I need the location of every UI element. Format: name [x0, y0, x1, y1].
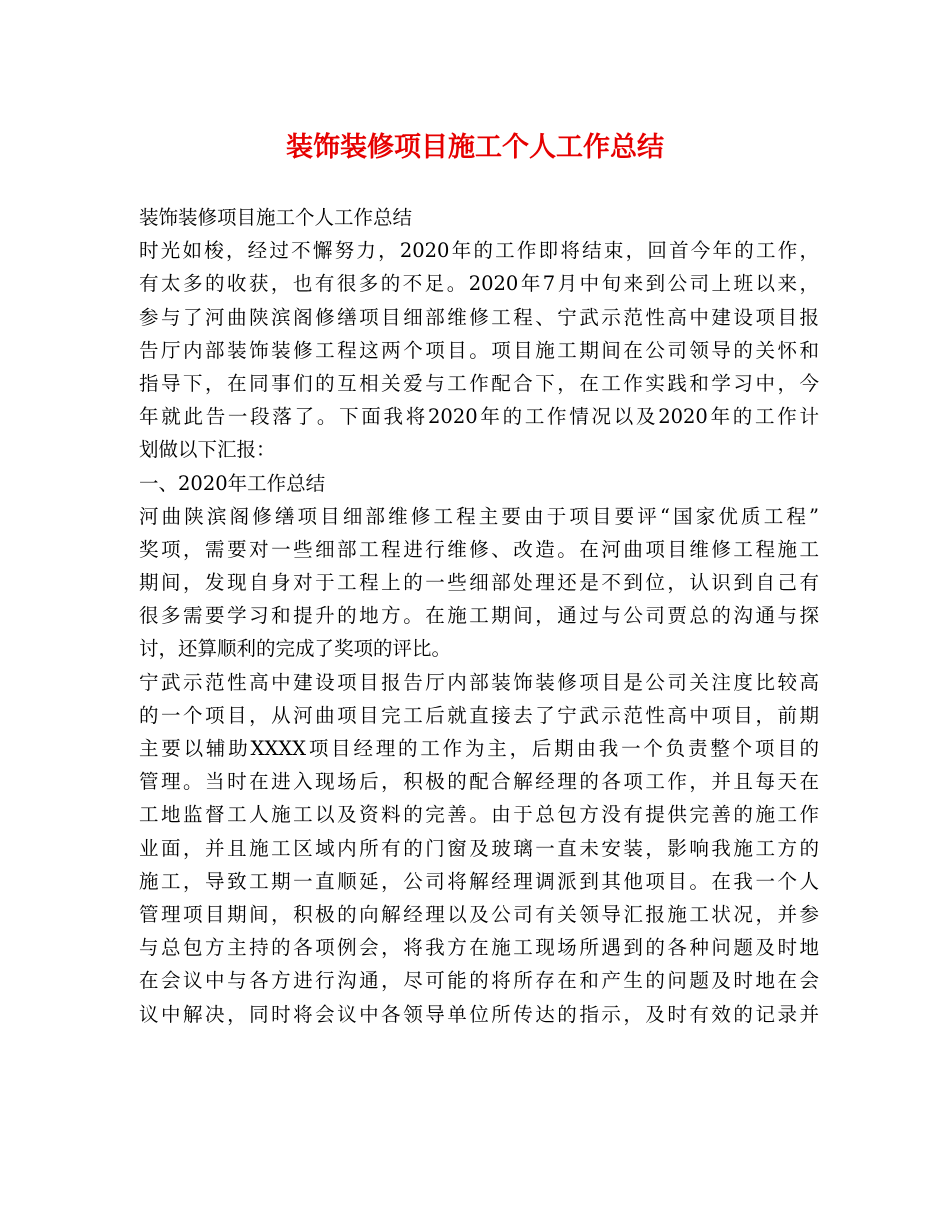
text-line: 工地监督工人施工以及资料的完善。由于总包方没有提供完善的施工作: [139, 803, 819, 827]
text-line: 宁武示范性高中建设项目报告厅内部装饰装修项目是公司关注度比较高: [139, 670, 819, 694]
text-line: 指导下，在同事们的互相关爱与工作配合下，在工作实践和学习中，今: [139, 371, 819, 395]
text-line: 时光如梭，经过不懈努力，2020年的工作即将结束，回首今年的工作，: [139, 239, 819, 263]
text-line: 管理项目期间，积极的向解经理以及公司有关领导汇报施工状况，并参: [139, 902, 819, 926]
text-line: 奖项，需要对一些细部工程进行维修、改造。在河曲项目维修工程施工: [139, 537, 819, 561]
text-line: 业面，并且施工区域内所有的门窗及玻璃一直未安装，影响我施工方的: [139, 836, 819, 860]
text-line: 有太多的收获，也有很多的不足。2020年7月中旬来到公司上班以来，: [139, 272, 819, 296]
text-line: 与总包方主持的各项例会，将我方在施工现场所遇到的各种问题及时地: [139, 936, 819, 960]
text-line: 参与了河曲陕滨阁修缮项目细部维修工程、宁武示范性高中建设项目报: [139, 305, 819, 329]
text-line: 很多需要学习和提升的地方。在施工期间，通过与公司贾总的沟通与探: [139, 604, 819, 628]
text-line: 期间，发现自身对于工程上的一些细部处理还是不到位，认识到自己有: [139, 571, 819, 595]
text-line: 装饰装修项目施工个人工作总结: [139, 206, 413, 229]
text-line: 河曲陕滨阁修缮项目细部维修工程主要由于项目要评“国家优质工程”: [139, 504, 819, 528]
section-heading: 一、2020年工作总结: [139, 471, 326, 495]
text-line: 主要以辅助XXXX项目经理的工作为主，后期由我一个负责整个项目的: [139, 737, 819, 760]
text-line: 划做以下汇报：: [139, 438, 276, 462]
text-line: 在会议中与各方进行沟通，尽可能的将所存在和产生的问题及时地在会: [139, 969, 819, 993]
text-line: 管理。当时在进入现场后，积极的配合解经理的各项工作，并且每天在: [139, 770, 819, 794]
text-line: 的一个项目，从河曲项目完工后就直接去了宁武示范性高中项目，前期: [139, 703, 819, 727]
text-line: 议中解决，同时将会议中各领导单位所传达的指示，及时有效的记录并: [139, 1002, 819, 1026]
text-line: 告厅内部装饰装修工程这两个项目。项目施工期间在公司领导的关怀和: [139, 338, 819, 362]
text-line: 年就此告一段落了。下面我将2020年的工作情况以及2020年的工作计: [139, 405, 819, 429]
document-title: 装饰装修项目施工个人工作总结: [286, 132, 664, 163]
text-line: 讨，还算顺利的完成了奖项的评比。: [139, 637, 452, 661]
document-body: [139, 201, 819, 1031]
text-line: 施工，导致工期一直顺延，公司将解经理调派到其他项目。在我一个人: [139, 869, 819, 893]
